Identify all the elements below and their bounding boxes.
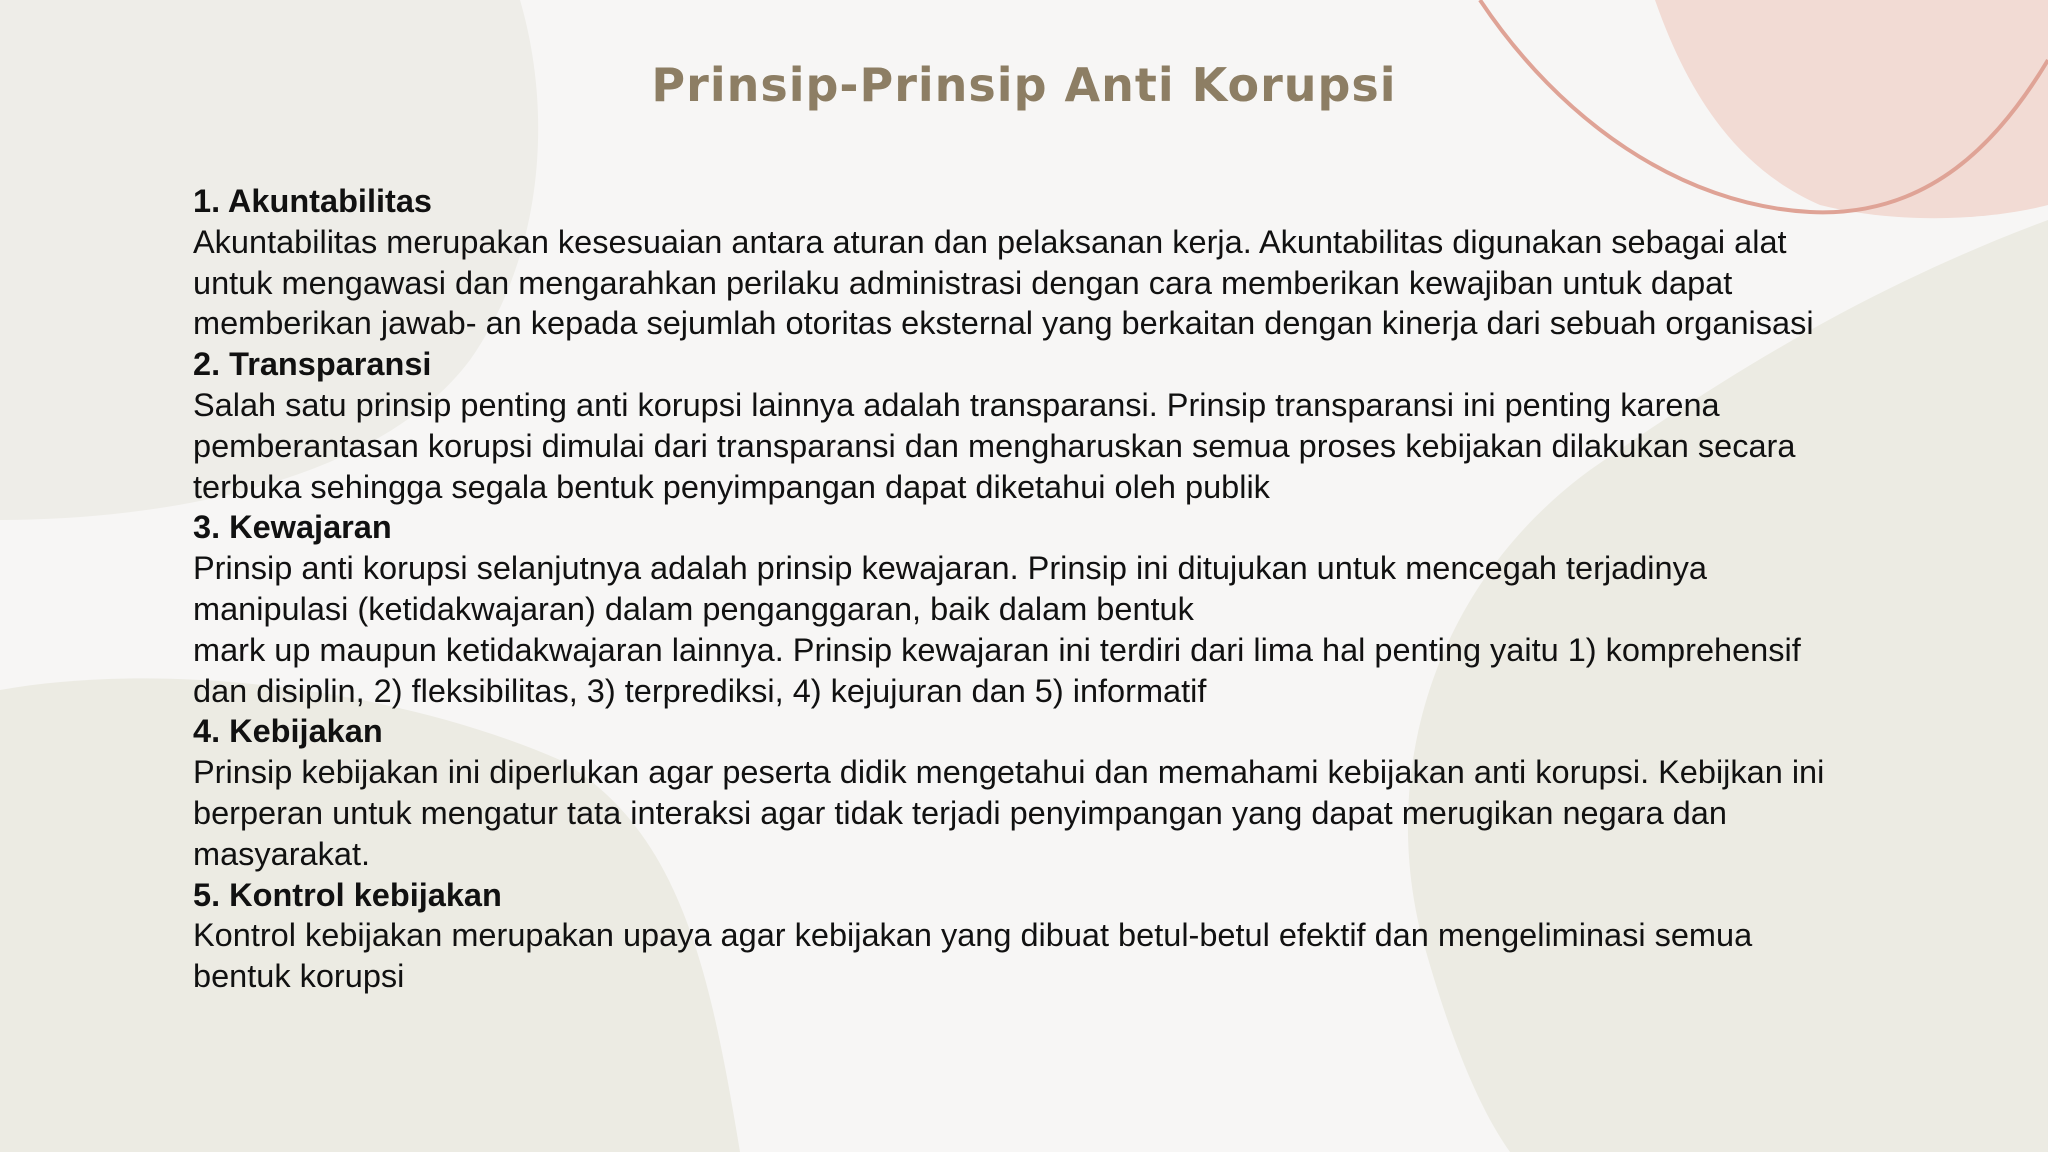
section-text-line: pemberantasan korupsi dimulai dari transparansi dan mengharuskan semua proses kebijakan dilakukan secara [193,427,1796,464]
section-text-line: untuk mengawasi dan mengarahkan perilaku administrasi dengan cara memberikan kewajiban untuk dapat [193,264,1733,301]
section-text-line: Akuntabilitas merupakan kesesuaian antara aturan dan pelaksanan kerja. Akuntabilitas digunakan sebagai alat [193,223,1787,260]
section-text-line: memberikan jawab- an kepada sejumlah otoritas eksternal yang berkaitan dengan kinerja dari sebuah organisasi [193,305,1814,342]
section-text-line: bentuk korupsi [193,958,405,995]
section-text-line: masyarakat. [193,835,371,872]
section-heading-kewajaran: 3. Kewajaran [193,509,392,546]
section-text-line: dan disiplin, 2) fleksibilitas, 3) terprediksi, 4) kejujuran dan 5) informatif [193,672,1207,709]
section-text-line: berperan untuk mengatur tata interaksi agar tidak terjadi penyimpangan yang dapat merugikan negara dan [193,794,1727,831]
section-heading-kebijakan: 4. Kebijakan [193,713,383,750]
section-text-line: manipulasi (ketidakwajaran) dalam penganggaran, baik dalam bentuk [193,590,1194,627]
section-text-line: mark up maupun ketidakwajaran lainnya. Prinsip kewajaran ini terdiri dari lima hal penting yaitu 1) komprehensif [193,631,1801,668]
section-heading-transparansi: 2. Transparansi [193,346,432,383]
section-heading-akuntabilitas: 1. Akuntabilitas [193,183,432,219]
section-text-line: Prinsip kebijakan ini diperlukan agar peserta didik mengetahui dan memahami kebijakan anti korupsi. Kebijkan ini [193,754,1825,791]
principles-content [193,181,1913,997]
section-text-line: terbuka sehingga segala bentuk penyimpangan dapat diketahui oleh publik [193,468,1270,505]
section-text-line: Salah satu prinsip penting anti korupsi lainnya adalah transparansi. Prinsip transparansi ini penting karena [193,386,1720,423]
section-heading-kontrol-kebijakan: 5. Kontrol kebijakan [193,876,502,913]
section-text-line: Prinsip anti korupsi selanjutnya adalah prinsip kewajaran. Prinsip ini ditujukan untuk mencegah terjadinya [193,550,1707,587]
slide-title: Prinsip-Prinsip Anti Korupsi [651,58,1397,112]
section-text-line: Kontrol kebijakan merupakan upaya agar kebijakan yang dibuat betul-betul efektif dan mengeliminasi semua [193,917,1753,954]
